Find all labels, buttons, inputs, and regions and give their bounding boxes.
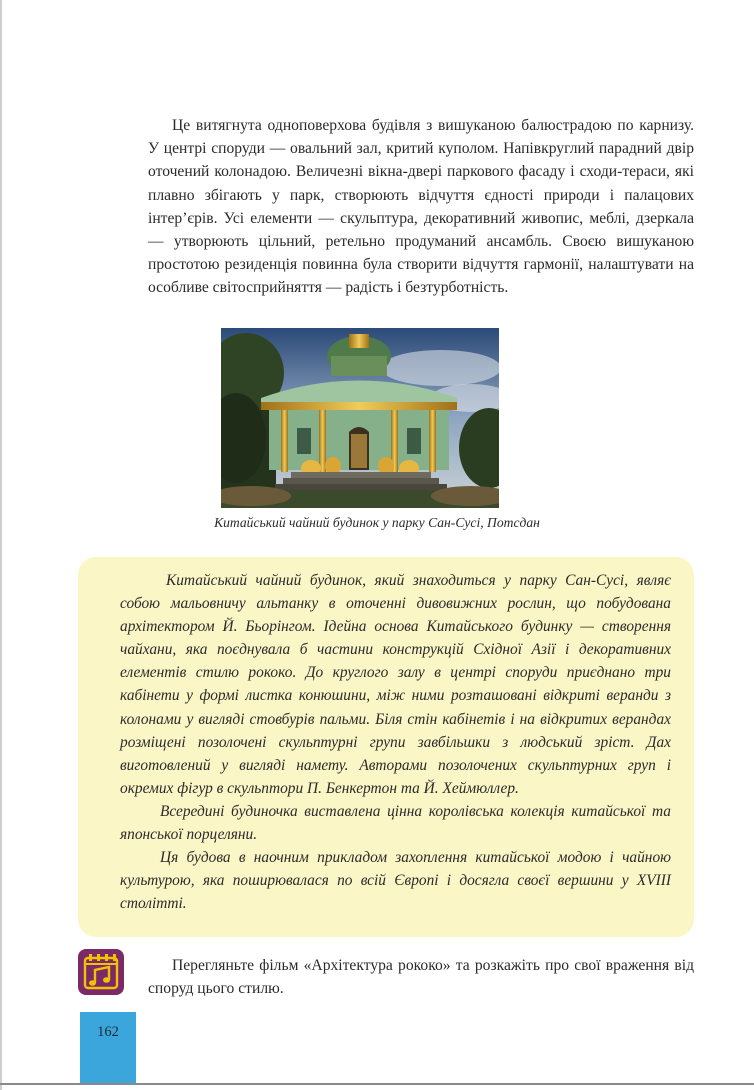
info-paragraph-2: Всередині будиночка виставлена цінна королівська колекція китайської та японської порцеляни. [120, 802, 671, 844]
film-music-icon [78, 949, 124, 995]
task-text: Перегляньте фільм «Архітектура рококо» та розкажіть про свої враження від споруд цього стилю. [148, 957, 694, 998]
photo-caption: Китайський чайний будинок у парку Сан-Сусі, Потсдан [214, 515, 540, 530]
info-paragraph-1: Китайський чайний будинок, який знаходиться у парку Сан-Сусі, являє собою мальовничу альтанку в оточенні дивовижних рослин, що побудована архітектором Й. Бьорінгом. Ідейна основа Китайського будинку — створення чайхани, яка поєднувала б частини конструкцій Східної Азії і декоративних елементів стилю рококо. До круглого залу в центрі споруди приєднано три кабінети у формі листка конюшини, між ними розташовані відкриті веранди з колонами у вигляді стовбурів пальми. Біля стін кабінетів і на відкритих верандах розміщені позолочені скульптурні групи завбільшки з людський зріст. Дах виготовлений у вигляді намету. Авторами позолочених скульптурних груп і окремих фігур в скульптори П. Бенкертон та Й. Хеймюллер. [120, 572, 671, 797]
intro-paragraph: Це витягнута одноповерхова будівля з вишуканою балюстрадою по карнизу. У центрі споруди — овальний зал, критий куполом. Напівкруглий парадний двір оточений колонадою. Величезні вікна-двері паркового фасаду і сходи-тераси, які плавно збігають у парк, створюють відчуття єдності природи і палацових інтер’єрів. Усі елементи — скульптура, декоративний живопис, меблі, дзеркала — утворюють цільний, ретельно продуманий ансамбль. Своєю вишуканою простотою резиденція повинна була створити відчуття гармонії, налаштувати на особливе світосприйняття — радість і безтурботність. [148, 117, 694, 297]
info-box [78, 557, 694, 937]
info-paragraph-3: Ця будова в наочним прикладом захоплення китайської модою і чайною культурою, яка поширювалася по всій Європі і досягла своєї вершини у XVIII столітті. [120, 849, 671, 913]
page-number: 162 [97, 1024, 119, 1040]
bottom-rule [0, 1083, 754, 1085]
chinese-tea-house-photo [221, 328, 499, 508]
page-number-tab [80, 1012, 136, 1084]
page-edge [0, 0, 2, 1090]
tea-house-illustration [221, 328, 499, 508]
